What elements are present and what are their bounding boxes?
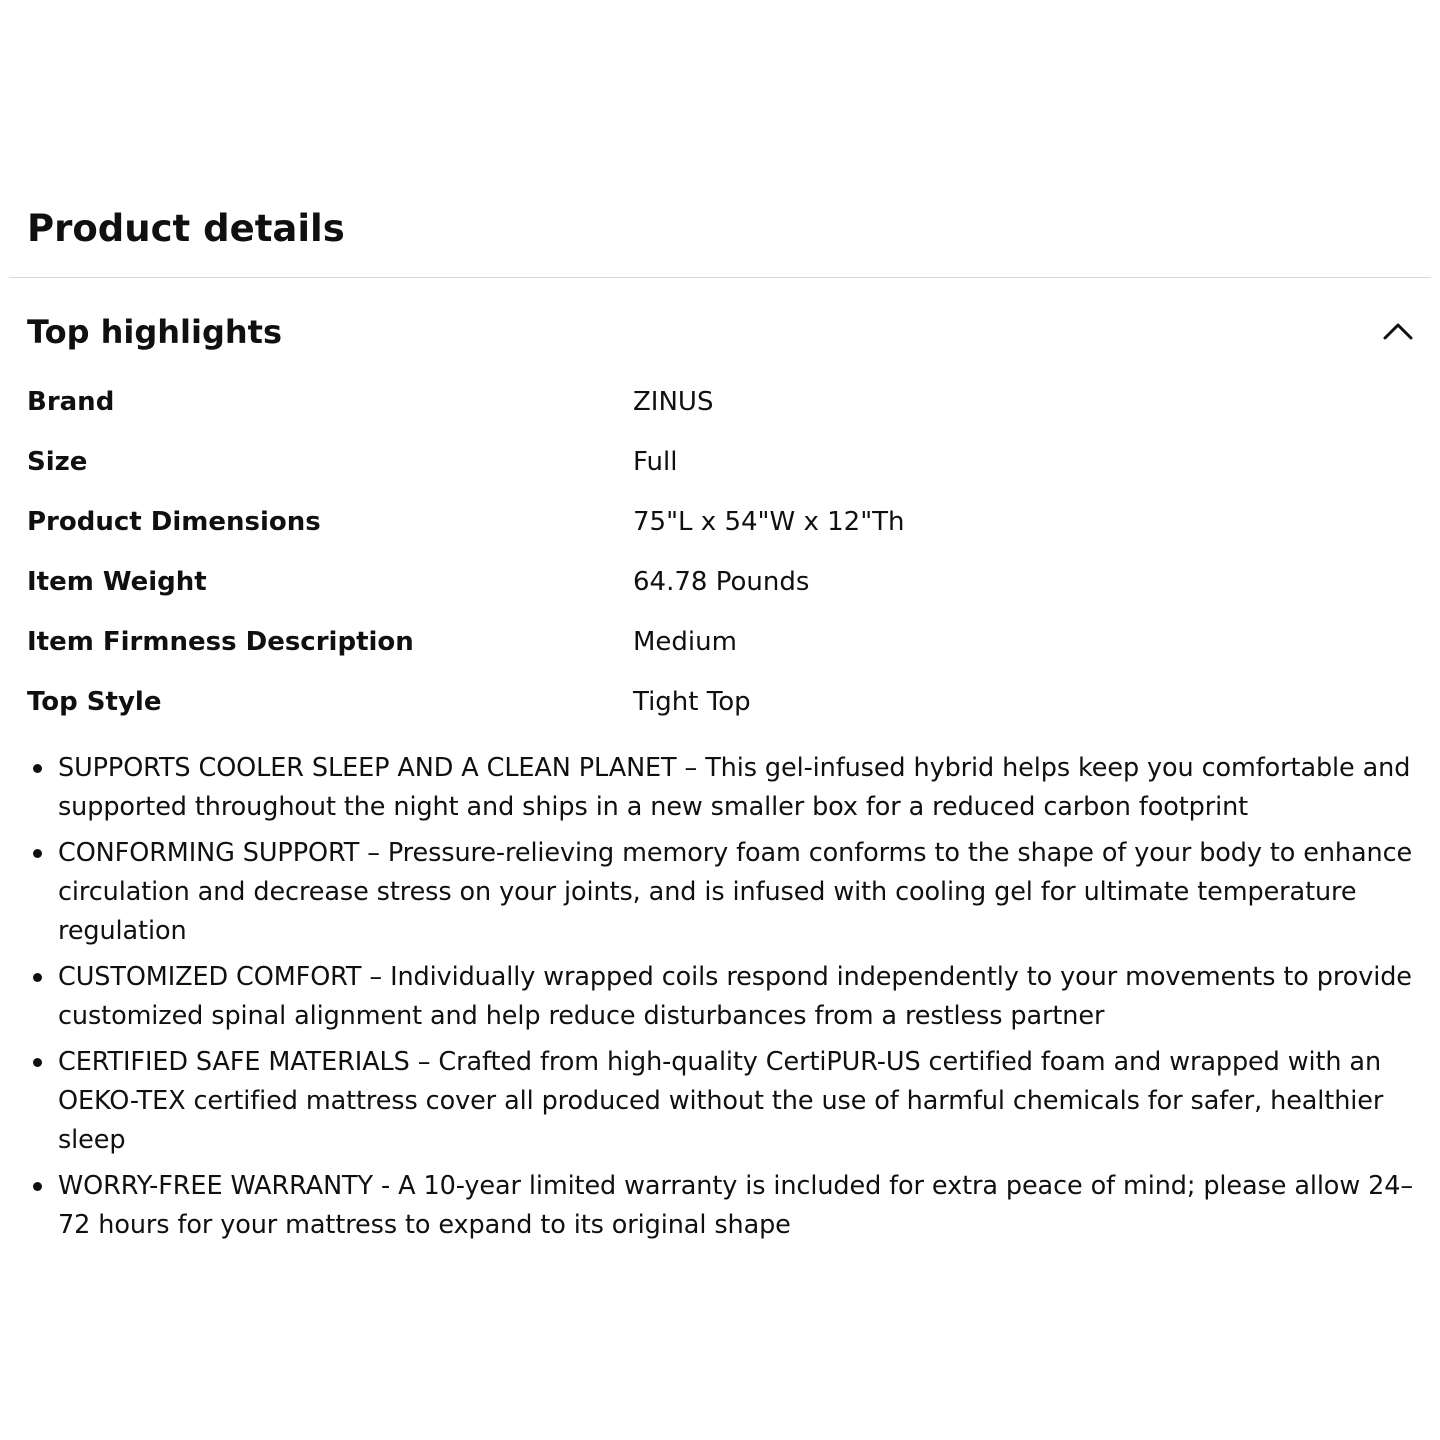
feature-bullet (27, 749, 1417, 827)
spec-row-dimensions (27, 492, 1407, 552)
spec-value: 75"L x 54"W x 12"Th (633, 507, 905, 537)
feature-bullet (27, 1043, 1417, 1160)
feature-bullet-text: CUSTOMIZED COMFORT – Individually wrapped coils respond independently to your movements to provide customized spinal alignment and help reduce disturbances from a restless partner (58, 962, 1412, 1031)
spec-value: ZINUS (633, 387, 714, 417)
feature-bullet-text: WORRY-FREE WARRANTY - A 10-year limited warranty is included for extra peace of mind; please allow 24–72 hours for your mattress to expand to its original shape (58, 1171, 1413, 1240)
bullet-dot-icon (33, 1058, 42, 1067)
bullet-dot-icon (33, 764, 42, 773)
chevron-up-icon (1380, 314, 1416, 350)
spec-row-size (27, 432, 1407, 492)
spec-row-weight (27, 552, 1407, 612)
feature-bullet (27, 1167, 1417, 1245)
feature-bullet-text: CERTIFIED SAFE MATERIALS – Crafted from high-quality CertiPUR-US certified foam and wrapped with an OEKO-TEX certified mattress cover all produced without the use of harmful chemicals for safer, healthier sleep (58, 1047, 1384, 1155)
spec-label: Brand (27, 387, 115, 417)
spec-label: Size (27, 447, 88, 477)
spec-row-top-style (27, 672, 1407, 732)
spec-label: Product Dimensions (27, 507, 321, 537)
spec-value: Medium (633, 627, 737, 657)
spec-value: 64.78 Pounds (633, 567, 810, 597)
top-highlights-header[interactable] (27, 308, 1416, 356)
section-title: Top highlights (27, 313, 283, 351)
specs-table (27, 372, 1407, 732)
feature-bullet (27, 834, 1417, 951)
section-divider (9, 277, 1431, 278)
feature-bullet-list (27, 749, 1417, 1252)
spec-value: Full (633, 447, 678, 477)
bullet-dot-icon (33, 973, 42, 982)
page-title: Product details (27, 207, 345, 250)
feature-bullet-text: SUPPORTS COOLER SLEEP AND A CLEAN PLANET – This gel-infused hybrid helps keep you comfortable and supported throughout the night and ships in a new smaller box for a reduced carbon footprint (58, 753, 1411, 822)
spec-row-firmness (27, 612, 1407, 672)
bullet-dot-icon (33, 849, 42, 858)
collapse-toggle-button[interactable] (1380, 314, 1416, 350)
spec-label: Item Weight (27, 567, 207, 597)
feature-bullet (27, 958, 1417, 1036)
spec-label: Item Firmness Description (27, 627, 414, 657)
spec-value: Tight Top (633, 687, 751, 717)
spec-row-brand (27, 372, 1407, 432)
spec-label: Top Style (27, 687, 162, 717)
feature-bullet-text: CONFORMING SUPPORT – Pressure-relieving memory foam conforms to the shape of your body to enhance circulation and decrease stress on your joints, and is infused with cooling gel for ultimate temperature regulation (58, 838, 1413, 946)
bullet-dot-icon (33, 1182, 42, 1191)
